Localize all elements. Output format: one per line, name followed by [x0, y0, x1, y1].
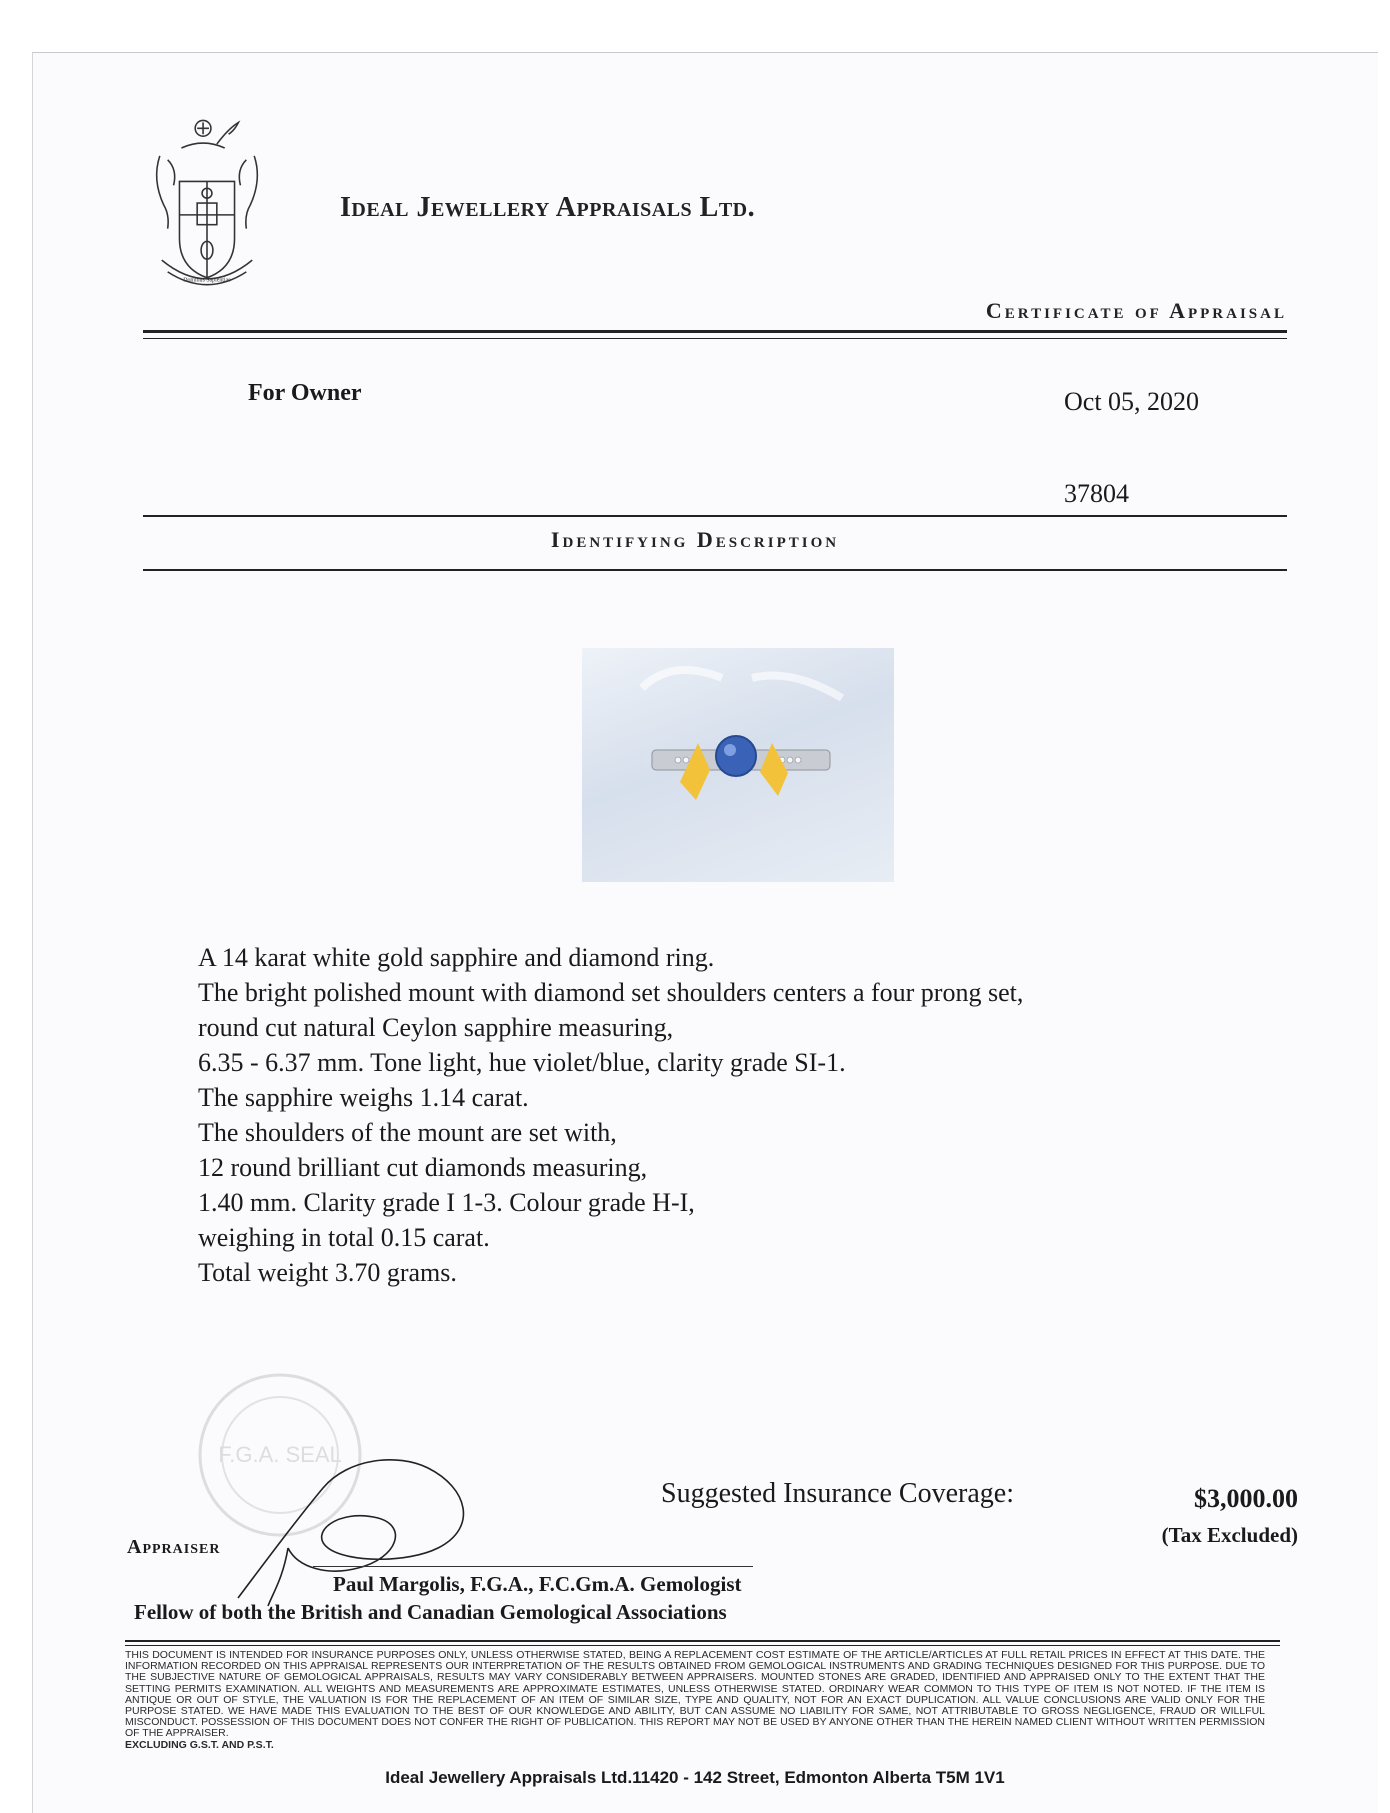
appraiser-name: Paul Margolis, F.G.A., F.C.Gm.A. Gemologist [333, 1572, 742, 1596]
description-line: 12 round brilliant cut diamonds measuring, [198, 1153, 648, 1182]
certificate-title: Certificate of Appraisal [985, 298, 1287, 323]
section-rule-top [143, 515, 1287, 517]
tax-exclusion: EXCLUDING G.S.T. AND P.S.T. [125, 1738, 274, 1751]
description-line: A 14 karat white gold sapphire and diamond ring. [198, 943, 715, 972]
footer-rule [125, 1640, 1280, 1642]
appraisal-date: Oct 05, 2020 [1064, 387, 1200, 416]
ring-photo [582, 648, 894, 882]
description-line: The bright polished mount with diamond set shoulders centers a four prong set, [198, 978, 1024, 1007]
insurance-value: $3,000.00 [1194, 1484, 1298, 1513]
tax-note: (Tax Excluded) [1161, 1523, 1298, 1547]
company-name: Ideal Jewellery Appraisals Ltd. [340, 192, 756, 223]
description-line: The sapphire weighs 1.14 carat. [198, 1083, 529, 1112]
insurance-label: Suggested Insurance Coverage: [661, 1478, 1014, 1509]
description-line: The shoulders of the mount are set with, [198, 1118, 617, 1147]
footer-address: Ideal Jewellery Appraisals Ltd.11420 - 142 Street, Edmonton Alberta T5M 1V1 [385, 1768, 1005, 1787]
footer-rule-thin [125, 1645, 1280, 1646]
seal-text: F.G.A. SEAL [218, 1442, 342, 1467]
crest-motto: Dominus Sapientiae [183, 277, 231, 284]
item-description [198, 940, 1023, 1290]
signature-line [313, 1566, 753, 1567]
disclaimer [125, 1650, 1265, 1751]
coat-of-arms-logo [148, 112, 266, 300]
section-title: Identifying Description [550, 527, 840, 552]
description-line: 6.35 - 6.37 mm. Tone light, hue violet/blue, clarity grade SI-1. [198, 1048, 846, 1077]
description-line: round cut natural Ceylon sapphire measuring, [198, 1013, 674, 1042]
appraiser-label: Appraiser [127, 1536, 221, 1558]
header-rule [143, 330, 1287, 333]
section-rule-bottom [143, 569, 1287, 571]
header-rule-thin [143, 338, 1287, 339]
appraisal-number: 37804 [1064, 479, 1129, 508]
appraiser-credentials: Fellow of both the British and Canadian Gemological Associations [134, 1600, 727, 1624]
description-line: weighing in total 0.15 carat. [198, 1223, 490, 1252]
description-line: Total weight 3.70 grams. [198, 1258, 457, 1287]
description-line: 1.40 mm. Clarity grade I 1-3. Colour grade H-I, [198, 1188, 695, 1217]
owner-label: For Owner [248, 380, 362, 406]
disclaimer-text: THIS DOCUMENT IS INTENDED FOR INSURANCE PURPOSES ONLY, UNLESS OTHERWISE STATED, BEING A REPLACEMENT COST ESTIMATE OF THE ARTICLE/ARTICLES AT FULL RETAIL PRICES IN EFFECT AT THIS DATE. THE INFORMATION RECORDED ON THIS APPRAISAL REPRESENTS OUR INTERPRETATION OF THE RESULTS OBTAINED FROM GEMOLOGICAL INSTRUMENTS AND GRADING TECHNIQUES DESIGNED FOR THIS PURPOSE. DUE TO THE SUBJECTIVE NATURE OF GEMOLOGICAL APPRAISALS, RESULTS MAY VARY CONSIDERABLY BETWEEN APPRAISERS. MOUNTED STONES ARE GRADED, IDENTIFIED AND APPRAISED ONLY TO THE EXTENT THAT THE SETTING PERMITS EXAMINATION. ALL WEIGHTS AND MEASUREMENTS ARE APPROXIMATE ESTIMATES, UNLESS OTHERWISE STATED. ORDINARY WEAR COMMON TO THIS TYPE OF ITEM IS NOT NOTED. IF THE ITEM IS ANTIQUE OR OUT OF STYLE, THE VALUATION IS FOR THE REPLACEMENT OF AN ITEM OF SIMILAR SIZE, TYPE AND QUALITY, NOT FOR AN EXACT DUPLICATION. ALL VALUE CONCLUSIONS ARE VALID ONLY FOR THE PURPOSE STATED. WE HAVE MADE THIS EVALUATION TO THE BEST OF OUR KNOWLEDGE AND ABILITY, BUT CAN ASSUME NO LIABILITY FOR SAME, NOT ATTRIBUTABLE TO GROSS NEGLIGENCE, FRAUD OR WILLFUL MISCONDUCT. POSSESSION OF THIS DOCUMENT DOES NOT CONFER THE RIGHT OF PUBLICATION. THIS REPORT MAY NOT BE USED BY ANYONE OTHER THAN THE HEREIN NAMED CLIENT WITHOUT WRITTEN PERMISSION OF THE APPRAISER. [125, 1649, 1265, 1740]
